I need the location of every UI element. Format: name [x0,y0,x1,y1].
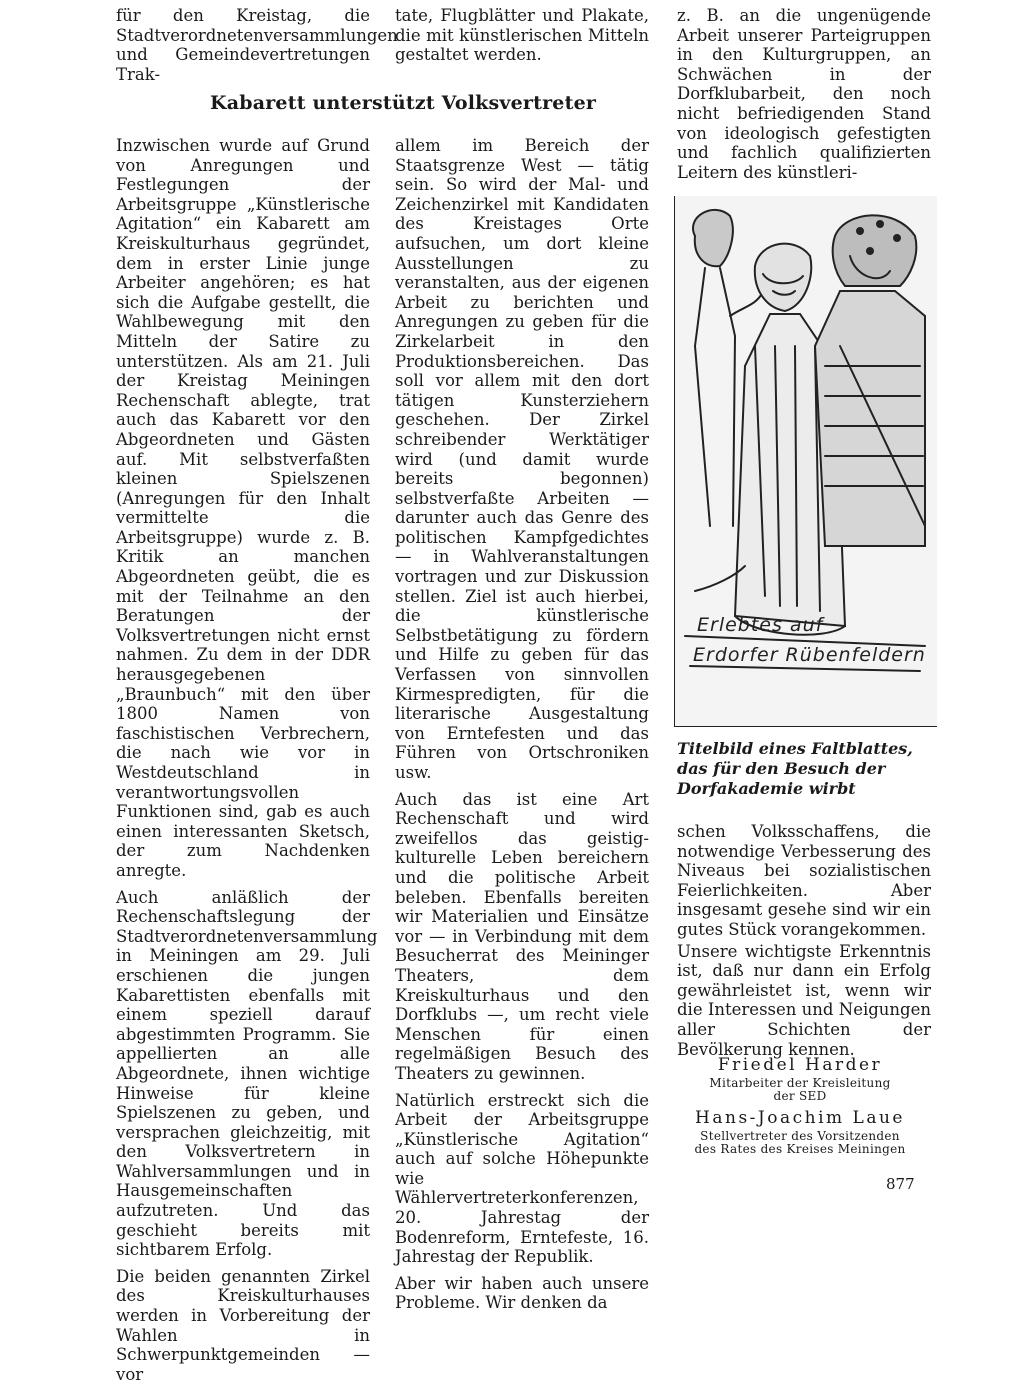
paragraph: Aber wir haben auch unsere Probleme. Wir denken da [395,1273,649,1313]
author-name-1: Friedel Harder [717,1055,883,1075]
author-role-2-cont: des Rates des Kreises Meiningen [694,1142,906,1156]
paragraph: schen Volksschaffens, die notwendige Verbesserung des Niveaus bei sozialistischen Feierlichkeiten. Aber insgesamt gesehe sind wir ein gutes Stück vorangekommen. [677,822,931,939]
paragraph: Auch anläßlich der Rechenschaftslegung der Stadtverordnetenversammlung in Meiningen am 29. Juli erschienen die jungen Kabarettisten ebenfalls mit einem speziell darauf abgestimmten Programm. Sie appellierten an alle Abgeordnete, ihnen wichtige Hinweise für kleine Spielszenen zu geben, und versprachen gleichzeitig, mit den Volksvertretern in Wahlversammlungen und in Hausgemeinschaften aufzutreten. Und das geschieht bereits mit sichtbarem Erfolg. [116,887,378,1260]
top-text-column-1 [116,6,398,91]
paragraph: Unsere wichtigste Erkenntnis ist, daß nur dann ein Erfolg gewährleistet ist, wenn wir die Interessen und Neigungen aller Schichten der Bevölkerung kennen. [677,941,931,1059]
figure-caption: Titelbild eines Faltblattes, das für den Besuch der Dorfakademie wirbt [677,739,913,798]
author-role-1: Mitarbeiter der Kreisleitung [709,1076,891,1090]
paragraph: Natürlich erstreckt sich die Arbeit der Arbeitsgruppe „Künstlerische Agitation“ auch auf solche Höhepunkte wie Wählervertreterkonferenzen, 20. Jahrestag der Bodenreform, Erntefeste, 16. Jahrestag der Republik. [395,1090,649,1267]
top-text-column-3 [677,6,931,189]
paragraph: allem im Bereich der Staatsgrenze West — tätig sein. So wird der Mal- und Zeichenzirkel mit Kandidaten des Kreistages Orte aufsuchen, um dort kleine Ausstellungen zu veranstalten, aus der eigenen Arbeit zu berichten und Anregungen zu geben für die Zirkelarbeit in den Produktionsbereichen. Das soll vor allem mit den dort tätigen Kunsterziehern geschehen. Der Zirkel schreibender Werktätiger wird (und damit wurde bereits begonnen) selbstverfaßte Arbeiten — darunter auch das Genre des politischen Kampfgedichtes — in Wahlveranstaltungen vortragen und zur Diskussion stellen. Ziel ist auch hierbei, die künstlerische Selbstbetätigung zu fördern und Hilfe zu geben für das Verfassen von sinnvollen Kirmespredigten, für die literarische Ausgestaltung von Erntefesten und das Führen von Ortschroniken usw. [395,136,649,782]
article-headline: Kabarett unterstützt Volksvertreter [210,92,597,114]
paragraph: Auch das ist eine Art Rechenschaft und wird zweifellos das geistig-kulturelle Leben bereichern und die politische Arbeit beleben. Ebenfalls bereiten wir Materialien und Einsätze vor — in Verbindung mit dem Besucherrat des Meininger Theaters, dem Kreiskulturhaus und den Dorfklubs —, um recht viele Menschen für einen regelmäßigen Besuch des Theaters zu gewinnen. [395,789,649,1083]
text-column-1 [116,136,378,1391]
top-text-column-2 [395,6,649,72]
paragraph: Inzwischen wurde auf Grund von Anregungen und Festlegungen der Arbeitsgruppe „Künstlerische Agitation“ ein Kabarett am Kreiskulturhaus gegründet, dem in erster Linie junge Arbeiter angehören; es hat sich die Aufgabe gestellt, die Wahlbewegung mit den Mitteln der Satire zu unterstützen. Als am 21. Juli der Kreistag Meiningen Rechenschaft ablegte, trat auch das Kabarett vor den Abgeordneten und Gästen auf. Mit selbstverfaßten kleinen Spielszenen (Anregungen für den Inhalt vermittelte die Arbeitsgruppe) wurde z. B. Kritik an manchen Abgeordneten geübt, die es mit der Teilnahme an den Beratungen der Volksvertretungen nicht ernst nahmen. Zu dem in der DDR herausgegebenen „Braunbuch“ mit den über 1800 Namen von faschistischen Verbrechern, die nach wie vor in Westdeutschland in verantwortungsvollen Funktionen sind, gab es auch einen interessanten Sketsch, der zum Nachdenken anregte. [116,136,370,880]
illustration-handwritten-title-line-1: Erlebtes auf [697,614,824,636]
paragraph: z. B. an die ungenügende Arbeit unserer Parteigruppen in den Kulturgruppen, an Schwächen in der Dorfklubarbeit, den noch nicht befriedigenden Stand von ideologisch gefestigten und fachlich qualifizierten Leitern des künstleri- [677,6,931,182]
text-column-2 [395,136,649,1320]
illustration-handwritten-title-line-2: Erdorfer Rübenfeldern [693,644,926,666]
page-number: 877 [886,1175,915,1193]
paragraph: für den Kreistag, die Stadtverordnetenversammlungen und Gemeindevertretungen Trak- [116,6,398,84]
paragraph: Die beiden genannten Zirkel des Kreiskulturhauses werden in Vorbereitung der Wahlen in Schwerpunktgemeinden — vor [116,1266,370,1384]
author-name-2: Hans-Joachim Laue [695,1108,905,1128]
paragraph: tate, Flugblätter und Plakate, die mit künstlerischen Mitteln gestaltet werden. [395,6,649,65]
illustration-women-field-workers [674,196,937,727]
author-role-1-cont: der SED [773,1089,827,1103]
text-column-3-bottom [677,822,931,1066]
author-role-2: Stellvertreter des Vorsitzenden [700,1129,900,1143]
